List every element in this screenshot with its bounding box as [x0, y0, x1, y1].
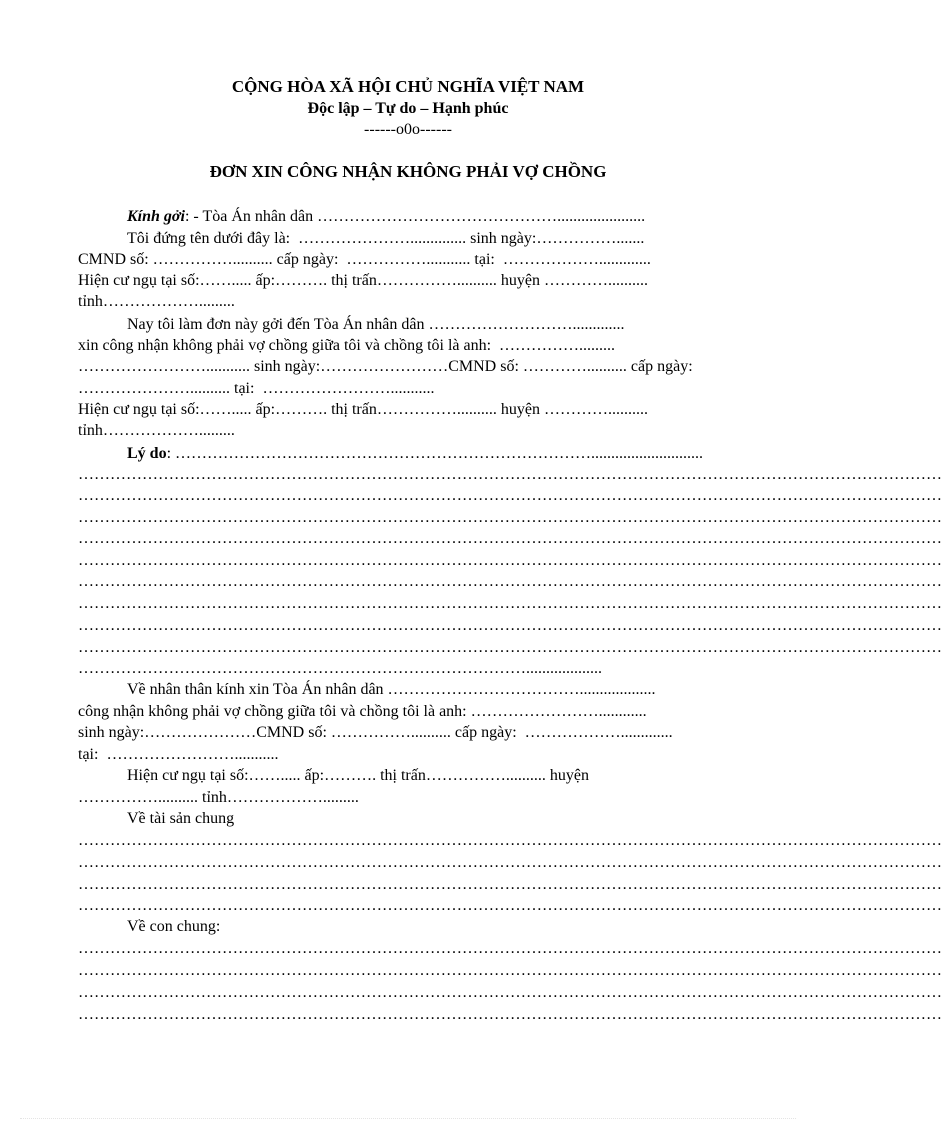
children-dotted-line: ………………………………………………………………………………………………………………………………………………	[78, 962, 942, 979]
page-bottom-rule	[20, 1118, 796, 1119]
reason-dotted-line: ………………………………………………………………………………………………………………………………………………	[78, 487, 942, 504]
reason-text: : ……………………………………………………………………............................	[166, 445, 704, 462]
partner-address-line-2: Hiện cư ngụ tại số:……..... ấp:………. thị trấn…………….......... huyện	[127, 767, 589, 784]
partner-dob-line: ……………………........... sinh ngày:……………………CMND số: ………….......... cấp ngày:	[78, 358, 693, 375]
reason-dotted-line: ………………………………………………………………………………………………………………………………………………	[78, 617, 942, 634]
joint-property-heading: Về tài sản chung	[127, 810, 235, 827]
personal-status-line: Về nhân thân kính xin Tòa Án nhân dân ………………………………...................	[127, 681, 656, 698]
applicant-province-line: tỉnh……………….........	[78, 293, 235, 310]
request-line: xin công nhận không phải vợ chồng giữa tôi và chồng tôi là anh: …………….........	[78, 337, 616, 354]
recipient-label: Kính gởi	[127, 208, 185, 225]
applicant-address-line: Hiện cư ngụ tại số:……..... ấp:………. thị trấn…………….......... huyện …………..........	[78, 272, 648, 289]
children-dotted-line: ………………………………………………………………………………………………………………………………………………	[78, 1006, 942, 1023]
partner-issue-place-2: tại: ……………………...........	[78, 746, 279, 763]
reason-dotted-line: ………………………………………………………………………………………………………………………………………………	[78, 552, 942, 569]
recipient-line	[127, 207, 645, 227]
petition-line: Nay tôi làm đơn này gởi đến Tòa Án nhân dân ……………………….............	[127, 316, 625, 333]
reason-dotted-line-last: …………………………………………………………………………...................	[78, 660, 602, 677]
partner-dob-line-2: sinh ngày:…………………CMND số: …………….......... cấp ngày: ……………….............	[78, 724, 673, 741]
motto: Độc lập – Tự do – Hạnh phúc	[307, 100, 509, 117]
reason-dotted-line: ………………………………………………………………………………………………………………………………………………	[78, 530, 942, 547]
applicant-name-line: Tôi đứng tên dưới đây là: ………………….............. sinh ngày:…………….......	[127, 230, 645, 247]
property-dotted-line: ………………………………………………………………………………………………………………………………………………	[78, 832, 942, 849]
reason-label: Lý do	[127, 445, 167, 462]
children-dotted-line: ………………………………………………………………………………………………………………………………………………	[78, 984, 942, 1001]
nation-heading: CỘNG HÒA XÃ HỘI CHỦ NGHĨA VIỆT NAM	[231, 77, 585, 96]
partner-province-line: tỉnh……………….........	[78, 422, 235, 439]
reason-dotted-line: ………………………………………………………………………………………………………………………………………………	[78, 639, 942, 656]
reason-dotted-line: ………………………………………………………………………………………………………………………………………………	[78, 509, 942, 526]
reason-dotted-line: ………………………………………………………………………………………………………………………………………………	[78, 595, 942, 612]
personal-request-line: công nhận không phải vợ chồng giữa tôi và chồng tôi là anh: ……………………............	[78, 703, 647, 720]
partner-province-line-2: …………….......... tỉnh……………….........	[78, 789, 359, 806]
recipient-text: : - Tòa Án nhân dân ………………………………………......................	[184, 208, 646, 225]
reason-dotted-line: ………………………………………………………………………………………………………………………………………………	[78, 573, 942, 590]
document-title: ĐƠN XIN CÔNG NHẬN KHÔNG PHẢI VỢ CHỒNG	[209, 162, 607, 181]
reason-dotted-line: ………………………………………………………………………………………………………………………………………………	[78, 466, 942, 483]
property-dotted-line: ………………………………………………………………………………………………………………………………………………	[78, 876, 942, 893]
partner-address-line: Hiện cư ngụ tại số:……..... ấp:………. thị trấn…………….......... huyện …………..........	[78, 401, 648, 418]
applicant-id-line: CMND số: …………….......... cấp ngày: ……………........... tại: ……………….............	[78, 251, 651, 268]
reason-line	[127, 444, 703, 464]
partner-issue-line: ………………….......... tại: ……………………...........	[78, 380, 435, 397]
property-dotted-line: ………………………………………………………………………………………………………………………………………………	[78, 897, 942, 914]
header-divider: ------o0o------	[364, 121, 452, 138]
children-heading: Về con chung:	[127, 918, 221, 935]
children-dotted-line: ………………………………………………………………………………………………………………………………………………	[78, 940, 942, 957]
property-dotted-line: ………………………………………………………………………………………………………………………………………………	[78, 854, 942, 871]
